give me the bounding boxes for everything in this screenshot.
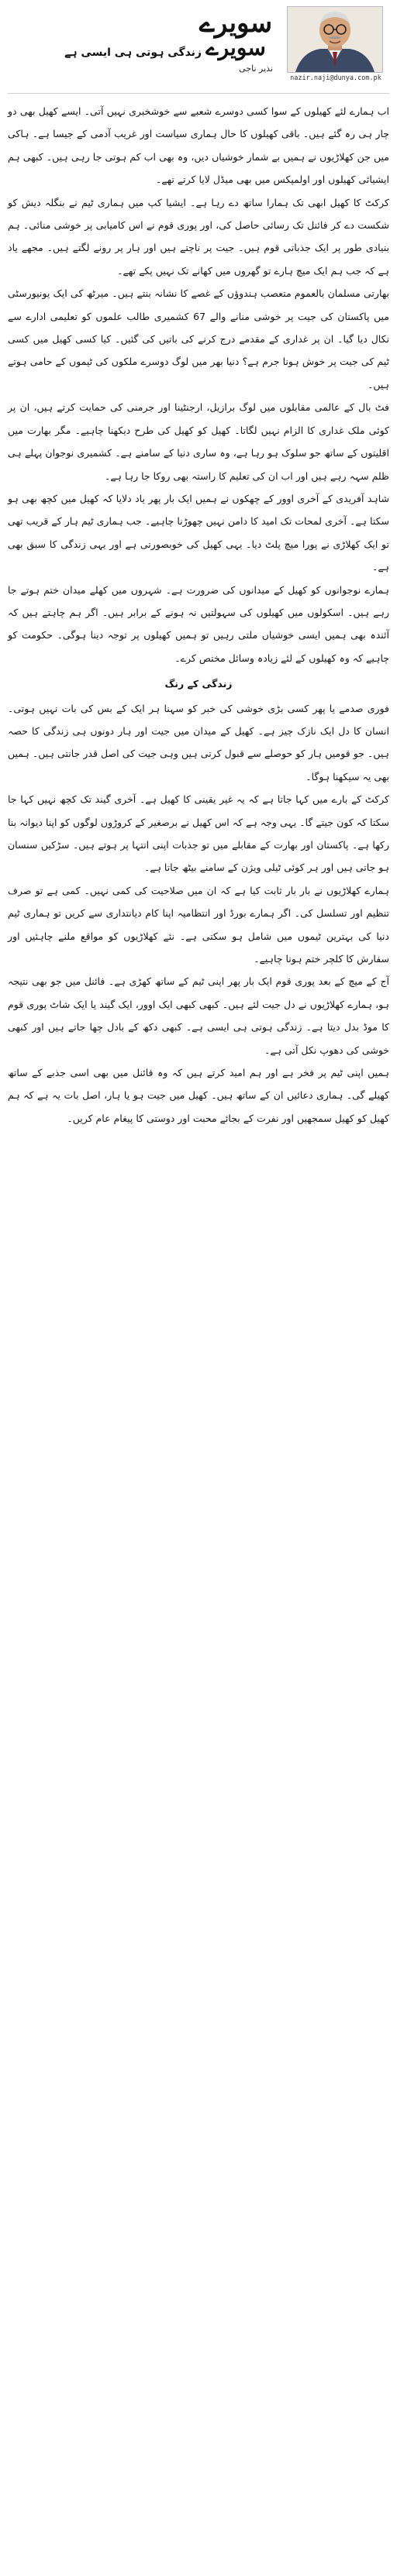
article-paragraph: فٹ بال کے عالمی مقابلوں میں لوگ برازیل، ارجنٹینا اور جرمنی کی حمایت کرتے ہیں، ان پر کوئی ملک غداری کا الزام نہیں لگاتا۔ کھیل کو کھیل کی طرح دیکھنا چاہیے۔ مگر بھارت میں اقلیتوں کے ساتھ جو سلوک ہو رہا ہے، وہ ساری دنیا کے سامنے ہے۔ کشمیری نوجوان پہلے ہی ظلم سہہ رہے ہیں اور اب ان کی تعلیم کا راستہ بھی روکا جا رہا ہے۔ [8,401,389,482]
author-name: نذیر ناجی [239,64,273,74]
article-paragraph: بھارتی مسلمان بالعموم متعصب ہندوؤں کے غصے کا نشانہ بنتے ہیں۔ میرٹھ کی ایک یونیورسٹی میں پاکستان کی جیت پر خوشی منانے والے 67 کشمیری طالب علموں کو تعلیمی ادارے سے نکال دیا گیا۔ ان پر غداری کے مقدمے درج کرنے کی باتیں کی گئیں۔ کیا کسی کھیل میں کسی ٹیم کی جیت پر خوش ہونا جرم ہے؟ دنیا بھر میں لوگ دوسرے ملکوں کی ٹیموں کے حامی ہوتے ہیں۔ [8,287,389,390]
author-email: nazir.naji@dunya.com.pk [290,74,381,82]
column-masthead-logo [189,8,282,62]
article-paragraph: آج کے میچ کے بعد پوری قوم ایک بار پھر اپنی ٹیم کے ساتھ کھڑی ہے۔ فائنل میں جو بھی نتیجہ ہو، ہمارے کھلاڑیوں نے دل جیت لئے ہیں۔ کبھی کبھی ایک اوور، ایک گیند یا ایک شاٹ پوری قوم کا موڈ بدل دیتا ہے۔ زندگی ہوتی ہی ایسی ہے۔ کبھی دکھ کے بادل چھا جاتے ہیں اور کبھی خوشی کی دھوپ نکل آتی ہے۔ [8,975,389,1056]
column-title: زندگی ہوتی ہی ایسی ہے [64,46,202,59]
article-paragraph: فوری صدمے یا پھر کسی بڑی خوشی کی خبر کو سہنا ہر ایک کے بس کی بات نہیں ہوتی۔ انسان کا دل ایک نازک چیز ہے۔ کھیل کے میدان میں جیت اور ہار دونوں ہی زندگی کا حصہ ہیں۔ جو قومیں ہار کو حوصلے سے قبول کرتی ہیں وہی جیت کی اصل قدر جانتی ہیں۔ ہمیں بھی یہ سیکھنا ہوگا۔ [8,702,389,782]
article-paragraph: ہمارے نوجوانوں کو کھیل کے میدانوں کی ضرورت ہے۔ شہروں میں کھلے میدان ختم ہوتے جا رہے ہیں۔ اسکولوں میں کھیلوں کی سہولتیں نہ ہونے کے برابر ہیں۔ اگر ہم چاہتے ہیں کہ آئندہ بھی ہمیں ایسی خوشیاں ملتی رہیں تو ہمیں کھیلوں پر توجہ دینا ہوگی۔ حکومت کو چاہیے کہ وہ کھیلوں کے لئے زیادہ وسائل مختص کرے۔ [8,583,389,664]
author-photo [287,6,383,73]
column-header [8,0,389,94]
article-paragraph: ہمیں اپنی ٹیم پر فخر ہے اور ہم امید کرتے ہیں کہ وہ فائنل میں بھی اسی جذبے کے ساتھ کھیلے گی۔ ہماری دعائیں ان کے ساتھ ہیں۔ کھیل میں جیت ہو یا ہار، اصل بات یہ ہے کہ ہم کھیل کو کھیل سمجھیں اور نفرت کے بجائے محبت اور دوستی کا پیغام عام کریں۔ [8,1067,389,1124]
author-portrait-icon [288,7,382,72]
masthead-line-2: سویرے [205,35,266,60]
article-paragraph: کرکٹ کا کھیل ابھی تک ہمارا ساتھ دے رہا ہے۔ ایشیا کپ میں ہماری ٹیم نے بنگلہ دیش کو شکست دے کر فائنل تک رسائی حاصل کی، اور پوری قوم نے اس کامیابی پر خوشی منائی۔ ہم بنیادی طور پر ایک جذباتی قوم ہیں۔ جیت پر ناچتے ہیں اور ہار پر رونے لگتے ہیں۔ مجھے یاد ہے کہ جب ہم ایک میچ ہارے تو گھروں میں کھانے تک نہیں پکے تھے۔ [8,196,389,277]
article-paragraph: ہمارے کھلاڑیوں نے بار بار ثابت کیا ہے کہ ان میں صلاحیت کی کمی نہیں۔ کمی ہے تو صرف تنظیم اور تسلسل کی۔ اگر ہمارے بورڈ اور انتظامیہ اپنا کام دیانتداری سے کریں تو ہماری ٹیم دنیا کی بہترین ٹیموں میں شامل ہو سکتی ہے۔ نئے کھلاڑیوں کو مواقع ملنے چاہئیں اور سفارش کا کلچر ختم ہونا چاہیے۔ [8,884,389,965]
article-body [8,100,389,1130]
article-paragraph: شاہد آفریدی کے آخری اوور کے چھکوں نے ہمیں ایک بار پھر یاد دلایا کہ کھیل میں کچھ بھی ہو سکتا ہے۔ آخری لمحات تک امید کا دامن نہیں چھوڑنا چاہیے۔ جب ہماری ٹیم ہار کے قریب تھی تو ایک کھلاڑی نے پورا میچ پلٹ دیا۔ یہی کھیل کی خوبصورتی ہے اور یہی زندگی کا سبق بھی ہے۔ [8,492,389,573]
article-subheading: زندگی کے رنگ [164,678,233,690]
article-paragraph: کرکٹ کے بارے میں کہا جاتا ہے کہ یہ غیر یقینی کا کھیل ہے۔ آخری گیند تک کچھ نہیں کہا جا سکتا کہ کون جیتے گا۔ یہی وجہ ہے کہ اس کھیل نے برصغیر کے کروڑوں لوگوں کو اپنا دیوانہ بنا رکھا ہے۔ پاکستان اور بھارت کے مقابلے میں تو جذبات اپنی انتہا پر ہوتے ہیں۔ سڑکیں سنسان ہو جاتی ہیں اور ہر کوئی ٹیلی ویژن کے سامنے بیٹھ جاتا ہے۔ [8,793,389,874]
article-paragraph: اب ہمارے لئے کھیلوں کے سوا کسی دوسرے شعبے سے خوشخبری نہیں آتی۔ ایسے کھیل بھی دو چار ہی رہ گئے ہیں۔ باقی کھیلوں کا حال ہماری سیاست اور غریب آدمی کے جیسا ہے۔ ہاکی میں جن کھلاڑیوں نے ہمیں بے شمار خوشیاں دیں، وہ بھی اب کم ہوتی جا رہی ہیں۔ کبھی ہم ایشیائی کھیلوں اور اولمپکس میں بھی میڈل لایا کرتے تھے۔ [8,105,389,186]
masthead-line-1: سویرے [198,8,273,39]
